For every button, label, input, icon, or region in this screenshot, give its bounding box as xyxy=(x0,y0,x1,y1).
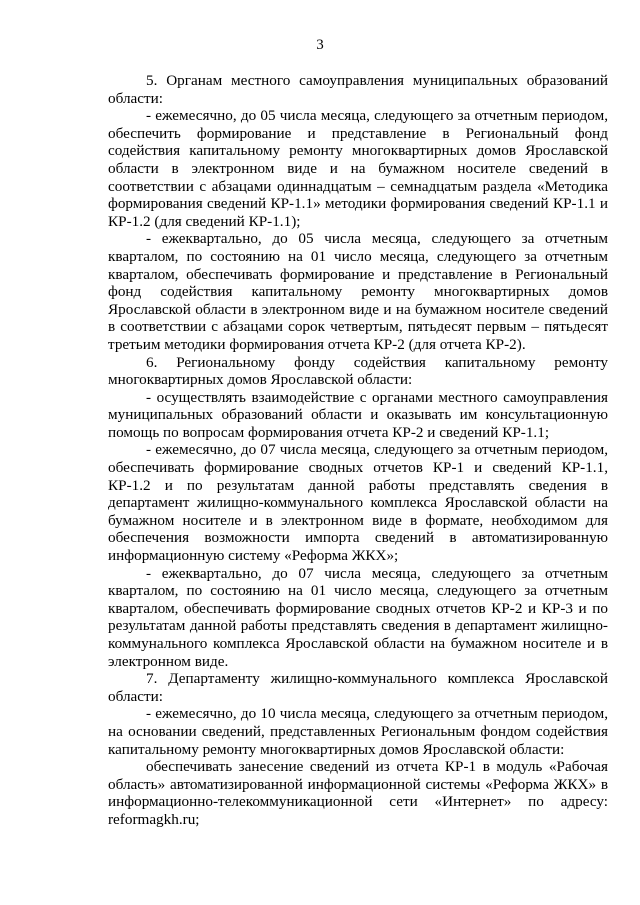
document-body xyxy=(108,72,608,829)
paragraph-department-data-entry: обеспечивать занесение сведений из отчета КР-1 в модуль «Рабочая область» автоматизированной информационной системы «Реформа ЖКХ» в информационно-телекоммуникационной сети «Интернет» по адресу: reformagkh.ru; xyxy=(108,758,608,828)
paragraph-quarterly-municipal: - ежеквартально, до 05 числа месяца, следующего за отчетным кварталом, по состоянию на 01 число месяца, следующего за отчетным кварталом, обеспечивать формирование и представление в Региональный фонд содействия капитальному ремонту многоквартирных домов Ярославской области в электронном виде и на бумажном носителе сведений в соответствии с абзацами сорок четвертым, пятьдесят первым – пятьдесят третьим методики формирования отчета КР-2 (для отчета КР-2). xyxy=(108,230,608,353)
paragraph-section-7-heading: 7. Департаменту жилищно-коммунального комплекса Ярославской области: xyxy=(108,670,608,705)
paragraph-monthly-municipal: - ежемесячно, до 05 числа месяца, следующего за отчетным периодом, обеспечить формирование и представление в Региональный фонд содействия капитальному ремонту многоквартирных домов Ярославской области в электронном виде и на бумажном носителе сведений в соответствии с абзацами одиннадцатым – семнадцатым раздела «Методика формирования сведений КР-1.1» методики формирования сведений КР-1.1 и КР-1.2 (для сведений КР-1.1); xyxy=(108,107,608,230)
paragraph-section-5-heading: 5. Органам местного самоуправления муниципальных образований области: xyxy=(108,72,608,107)
paragraph-fund-interaction: - осуществлять взаимодействие с органами местного самоуправления муниципальных образований области и оказывать им консультационную помощь по вопросам формирования отчета КР-2 и сведений КР-1.1; xyxy=(108,388,608,441)
paragraph-department-monthly: - ежемесячно, до 10 числа месяца, следующего за отчетным периодом, на основании сведений, представленных Региональным фондом содействия капитальному ремонту многоквартирных домов Ярославской области: xyxy=(108,705,608,758)
paragraph-fund-quarterly: - ежеквартально, до 07 числа месяца, следующего за отчетным кварталом, по состоянию на 01 число месяца, следующего за отчетным кварталом, обеспечивать формирование сводных отчетов КР-2 и КР-3 и по результатам данной работы представлять сведения в департамент жилищно-коммунального комплекса Ярославской области на бумажном носителе и в электронном виде. xyxy=(108,564,608,670)
paragraph-fund-monthly: - ежемесячно, до 07 числа месяца, следующего за отчетным периодом, обеспечивать формирование сводных отчетов КР-1 и сведений КР-1.1, КР-1.2 и по результатам данной работы представлять сведения в департамент жилищно-коммунального комплекса Ярославской области на бумажном носителе и в электронном виде в формате, необходимом для обеспечения возможности импорта сведений в автоматизированную информационную систему «Реформа ЖКХ»; xyxy=(108,441,608,565)
page-number: 3 xyxy=(316,37,324,53)
paragraph-section-6-heading: 6. Региональному фонду содействия капитальному ремонту многоквартирных домов Ярославской области: xyxy=(108,353,608,389)
